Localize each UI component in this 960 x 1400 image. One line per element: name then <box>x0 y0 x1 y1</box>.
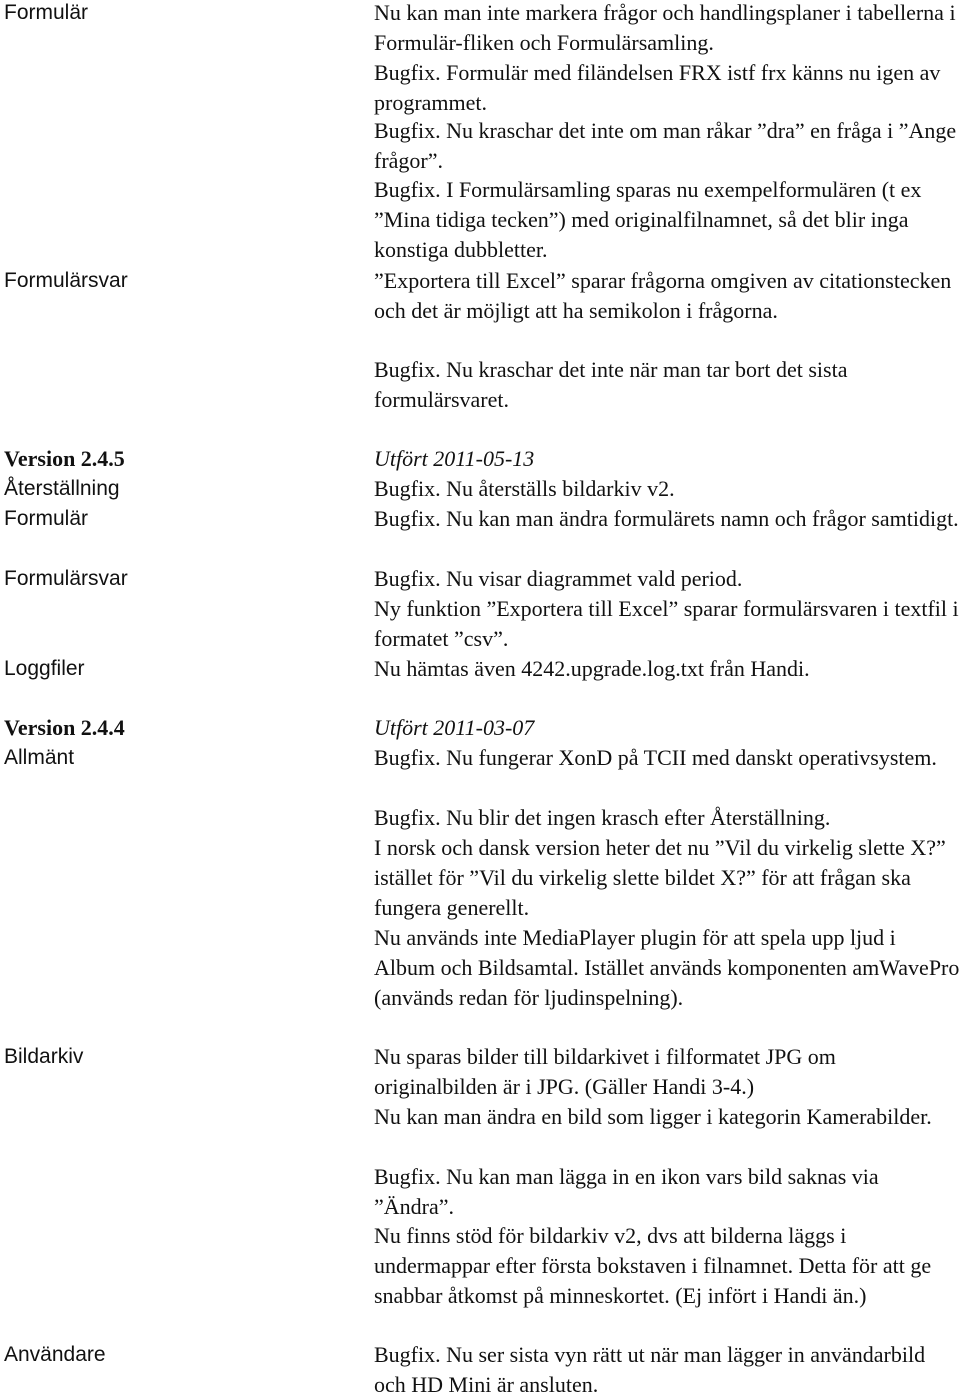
changelog-entry: Bugfix. Nu kan man ändra formulärets namn och frågor samtidigt. <box>374 506 959 531</box>
changelog-entry: Nu används inte MediaPlayer plugin för att spela upp ljud i Album och Bildsamtal. Istället används komponenten amWavePro (används redan för ljudinspelning). <box>374 925 960 1010</box>
changelog-entry: Bugfix. Nu visar diagrammet vald period. <box>374 566 743 591</box>
changelog-entry: Bugfix. Nu kraschar det inte när man tar bort det sista formulärsvaret. <box>374 357 848 412</box>
version-date-2-4-5: Utfört 2011-05-13 <box>374 446 535 471</box>
section-label-bildarkiv: Bildarkiv <box>4 1045 84 1068</box>
section-label-loggfiler: Loggfiler <box>4 657 85 680</box>
changelog-entry: Nu sparas bilder till bildarkivet i filformatet JPG om originalbilden är i JPG. (Gäller Handi 3-4.) <box>374 1044 836 1099</box>
changelog-entry: I norsk och dansk version heter det nu ”Vil du virkelig slette X?” istället för ”Vil du virkelig slette bildet X?” för att frågan ska fungera generellt. <box>374 835 946 920</box>
section-label-anvandare: Användare <box>4 1343 106 1366</box>
section-label-formularsvar: Formulärsvar <box>4 567 128 590</box>
changelog-entry: Nu kan man ändra en bild som ligger i kategorin Kamerabilder. <box>374 1104 932 1129</box>
section-label-allmant: Allmänt <box>4 746 75 769</box>
changelog-entry: Nu finns stöd för bildarkiv v2, dvs att bilderna läggs i undermappar efter första bokstaven i filnamnet. Detta för att ge snabbar åtkomst på minneskortet. (Ej infört i Handi än.) <box>374 1223 932 1308</box>
changelog-entry: ”Exportera till Excel” sparar frågorna omgiven av citationstecken och det är möjligt att ha semikolon i frågorna. <box>374 268 952 323</box>
section-label-formularsvar: Formulärsvar <box>4 269 128 292</box>
section-label-aterstallning: Återställning <box>4 477 120 500</box>
changelog-entry: Bugfix. Nu ser sista vyn rätt ut när man lägger in användarbild och HD Mini är ansluten. <box>374 1342 926 1397</box>
changelog-entry: Bugfix. Nu kraschar det inte om man råkar ”dra” en fråga i ”Ange frågor”. <box>374 118 957 173</box>
changelog-entry: Bugfix. Nu fungerar XonD på TCII med danskt operativsystem. <box>374 745 937 770</box>
changelog-entry: Bugfix. Nu blir det ingen krasch efter Återställning. <box>374 805 831 830</box>
changelog-entry: Bugfix. Nu kan man lägga in en ikon vars bild saknas via ”Ändra”. <box>374 1164 879 1219</box>
changelog-entry: Bugfix. Nu återställs bildarkiv v2. <box>374 476 675 501</box>
section-label-formular: Formulär <box>4 1 89 24</box>
changelog-entry: Bugfix. I Formulärsamling sparas nu exempelformulären (t ex ”Mina tidiga tecken”) med originalfilnamnet, så det blir inga konstiga dubbletter. <box>374 177 922 262</box>
changelog-entry: Bugfix. Formulär med filändelsen FRX istf frx känns nu igen av programmet. <box>374 60 941 115</box>
section-label-formular: Formulär <box>4 507 89 530</box>
version-heading-2-4-5: Version 2.4.5 <box>4 446 125 471</box>
changelog-entry: Nu hämtas även 4242.upgrade.log.txt från Handi. <box>374 656 810 681</box>
changelog-entry: Nu kan man inte markera frågor och handlingsplaner i tabellerna i Formulär-fliken och Formulärsamling. <box>374 0 956 55</box>
version-heading-2-4-4: Version 2.4.4 <box>4 715 125 740</box>
version-date-2-4-4: Utfört 2011-03-07 <box>374 715 535 740</box>
changelog-entry: Ny funktion ”Exportera till Excel” sparar formulärsvaren i textfil i formatet ”csv”. <box>374 596 959 651</box>
